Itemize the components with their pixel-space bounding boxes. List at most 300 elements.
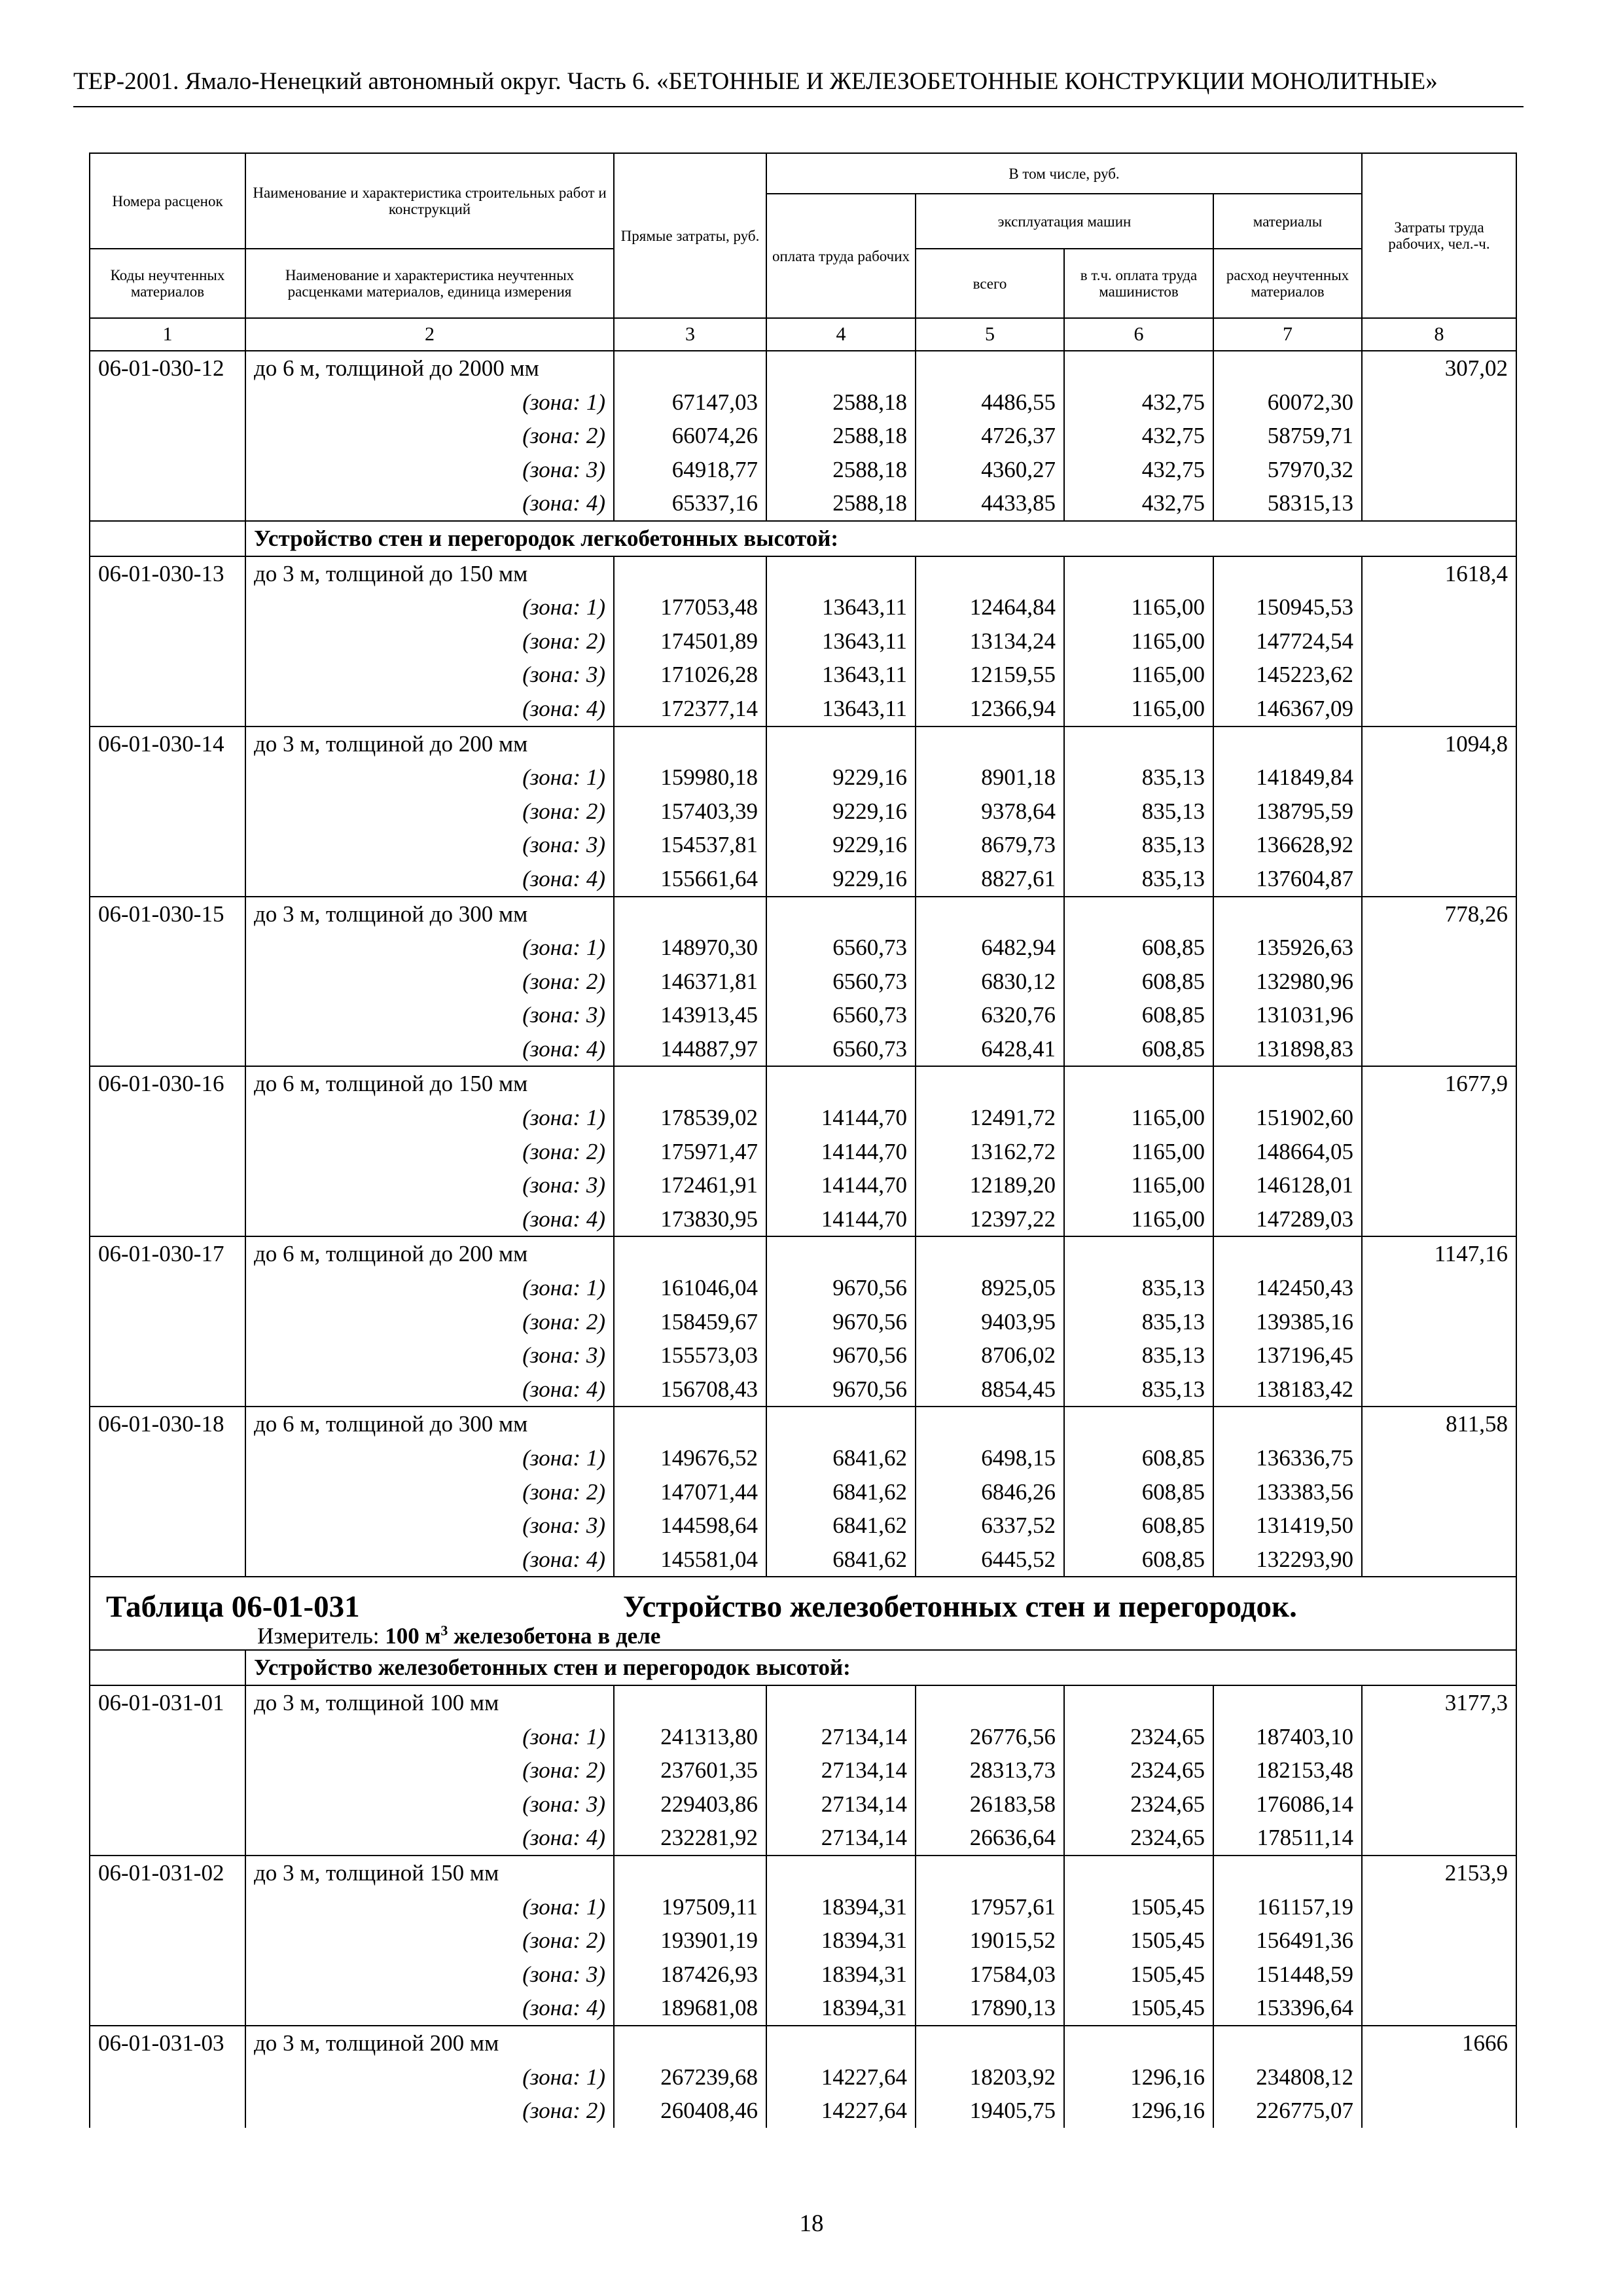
machines-total: 12491,72 bbox=[916, 1101, 1064, 1135]
direct-costs: 161046,04 bbox=[614, 1271, 766, 1305]
empty-cell bbox=[90, 1890, 245, 1924]
table-label: Таблица 06-01-031 bbox=[106, 1590, 360, 1624]
zone-row bbox=[90, 419, 1516, 453]
machines-total: 12189,20 bbox=[916, 1168, 1064, 1202]
zone-row bbox=[90, 658, 1516, 692]
rate-name: до 3 м, толщиной 100 мм bbox=[245, 1685, 614, 1720]
empty-cell bbox=[1064, 1407, 1213, 1441]
machines-total: 6482,94 bbox=[916, 931, 1064, 965]
machines-labor-pay: 835,13 bbox=[1064, 795, 1213, 829]
labor-pay: 14144,70 bbox=[766, 1135, 916, 1169]
materials: 137196,45 bbox=[1213, 1338, 1362, 1372]
empty-cell bbox=[1362, 453, 1516, 487]
zone-label: (зона: 2) bbox=[245, 1924, 614, 1958]
direct-costs: 237601,35 bbox=[614, 1753, 766, 1787]
direct-costs: 144598,64 bbox=[614, 1509, 766, 1543]
page-header: ТЕР-2001. Ямало-Ненецкий автономный округ. Часть 6. «БЕТОННЫЕ И ЖЕЛЕЗОБЕТОННЫЕ КОНСТРУКЦИИ МОНОЛИТНЫЕ» bbox=[73, 65, 1524, 107]
machines-labor-pay: 1165,00 bbox=[1064, 658, 1213, 692]
empty-cell bbox=[1064, 1856, 1213, 1890]
direct-costs: 197509,11 bbox=[614, 1890, 766, 1924]
empty-cell bbox=[90, 419, 245, 453]
empty-cell bbox=[90, 1441, 245, 1475]
labor-pay: 27134,14 bbox=[766, 1753, 916, 1787]
materials: 146367,09 bbox=[1213, 692, 1362, 726]
materials: 139385,16 bbox=[1213, 1305, 1362, 1339]
empty-cell bbox=[90, 1101, 245, 1135]
machines-total: 28313,73 bbox=[916, 1753, 1064, 1787]
empty-cell bbox=[614, 556, 766, 591]
empty-cell bbox=[90, 1032, 245, 1067]
empty-cell bbox=[90, 1991, 245, 2026]
empty-cell bbox=[614, 2026, 766, 2060]
machines-total: 17584,03 bbox=[916, 1958, 1064, 1992]
rate-code: 06-01-031-01 bbox=[90, 1685, 245, 1720]
machines-total: 4433,85 bbox=[916, 486, 1064, 521]
rate-row bbox=[90, 1236, 1516, 1271]
machines-total: 12366,94 bbox=[916, 692, 1064, 726]
empty-cell bbox=[1064, 1236, 1213, 1271]
direct-costs: 187426,93 bbox=[614, 1958, 766, 1992]
rate-row bbox=[90, 1685, 1516, 1720]
empty-cell bbox=[766, 556, 916, 591]
direct-costs: 156708,43 bbox=[614, 1372, 766, 1407]
column-number: 1 bbox=[90, 318, 245, 351]
empty-cell bbox=[916, 897, 1064, 931]
direct-costs: 171026,28 bbox=[614, 658, 766, 692]
machines-labor-pay: 835,13 bbox=[1064, 1305, 1213, 1339]
machines-total: 8706,02 bbox=[916, 1338, 1064, 1372]
zone-label: (зона: 4) bbox=[245, 1202, 614, 1237]
materials: 176086,14 bbox=[1213, 1787, 1362, 1821]
section-title: Устройство стен и перегородок легкобетонных высотой: bbox=[245, 521, 1516, 556]
rate-row bbox=[90, 2026, 1516, 2060]
direct-costs: 149676,52 bbox=[614, 1441, 766, 1475]
materials: 151448,59 bbox=[1213, 1958, 1362, 1992]
zone-label: (зона: 2) bbox=[245, 1135, 614, 1169]
empty-cell bbox=[614, 1685, 766, 1720]
labor-pay: 14144,70 bbox=[766, 1101, 916, 1135]
empty-cell bbox=[90, 486, 245, 521]
rate-code: 06-01-030-15 bbox=[90, 897, 245, 931]
zone-row bbox=[90, 692, 1516, 726]
direct-costs: 172377,14 bbox=[614, 692, 766, 726]
rate-row bbox=[90, 726, 1516, 761]
header-machines-labor: в т.ч. оплата труда машинистов bbox=[1064, 249, 1213, 318]
labor-pay: 6560,73 bbox=[766, 931, 916, 965]
empty-cell bbox=[1213, 1856, 1362, 1890]
machines-total: 13134,24 bbox=[916, 624, 1064, 658]
empty-cell bbox=[766, 1407, 916, 1441]
rate-name: до 6 м, толщиной до 2000 мм bbox=[245, 351, 614, 386]
labor-pay: 9229,16 bbox=[766, 862, 916, 897]
zone-row bbox=[90, 1991, 1516, 2026]
zone-label: (зона: 4) bbox=[245, 1821, 614, 1856]
zone-label: (зона: 3) bbox=[245, 1509, 614, 1543]
rate-code: 06-01-030-17 bbox=[90, 1236, 245, 1271]
machines-total: 4726,37 bbox=[916, 419, 1064, 453]
empty-cell bbox=[614, 897, 766, 931]
zone-label: (зона: 2) bbox=[245, 965, 614, 999]
labor-pay: 9670,56 bbox=[766, 1305, 916, 1339]
direct-costs: 178539,02 bbox=[614, 1101, 766, 1135]
machines-labor-pay: 1165,00 bbox=[1064, 1168, 1213, 1202]
empty-cell bbox=[1362, 1101, 1516, 1135]
zone-row bbox=[90, 761, 1516, 795]
materials: 161157,19 bbox=[1213, 1890, 1362, 1924]
zone-label: (зона: 1) bbox=[245, 590, 614, 624]
machines-total: 6830,12 bbox=[916, 965, 1064, 999]
rate-name: до 3 м, толщиной до 150 мм bbox=[245, 556, 614, 591]
materials: 187403,10 bbox=[1213, 1720, 1362, 1754]
empty-cell bbox=[1362, 590, 1516, 624]
zone-label: (зона: 4) bbox=[245, 692, 614, 726]
empty-cell bbox=[916, 2026, 1064, 2060]
materials: 58759,71 bbox=[1213, 419, 1362, 453]
zone-row bbox=[90, 1338, 1516, 1372]
empty-cell bbox=[90, 1509, 245, 1543]
machines-total: 12397,22 bbox=[916, 1202, 1064, 1237]
materials: 156491,36 bbox=[1213, 1924, 1362, 1958]
empty-cell bbox=[1362, 1821, 1516, 1856]
machines-total: 4360,27 bbox=[916, 453, 1064, 487]
empty-cell bbox=[614, 1856, 766, 1890]
direct-costs: 157403,39 bbox=[614, 795, 766, 829]
direct-costs: 154537,81 bbox=[614, 828, 766, 862]
rate-code: 06-01-030-18 bbox=[90, 1407, 245, 1441]
zone-label: (зона: 3) bbox=[245, 1958, 614, 1992]
direct-costs: 174501,89 bbox=[614, 624, 766, 658]
empty-cell bbox=[90, 521, 245, 556]
section-row bbox=[90, 521, 1516, 556]
machines-labor-pay: 1165,00 bbox=[1064, 590, 1213, 624]
empty-cell bbox=[1362, 1441, 1516, 1475]
direct-costs: 232281,92 bbox=[614, 1821, 766, 1856]
empty-cell bbox=[1213, 726, 1362, 761]
zone-row bbox=[90, 1271, 1516, 1305]
empty-cell bbox=[90, 931, 245, 965]
zone-label: (зона: 4) bbox=[245, 1032, 614, 1067]
machines-total: 8925,05 bbox=[916, 1271, 1064, 1305]
direct-costs: 189681,08 bbox=[614, 1991, 766, 2026]
machines-labor-pay: 835,13 bbox=[1064, 1372, 1213, 1407]
machines-labor-pay: 2324,65 bbox=[1064, 1787, 1213, 1821]
direct-costs: 66074,26 bbox=[614, 419, 766, 453]
rate-name: до 3 м, толщиной до 300 мм bbox=[245, 897, 614, 931]
zone-row bbox=[90, 862, 1516, 897]
empty-cell bbox=[1213, 897, 1362, 931]
empty-cell bbox=[90, 453, 245, 487]
rate-code: 06-01-030-14 bbox=[90, 726, 245, 761]
header-machines-total: всего bbox=[916, 249, 1064, 318]
machines-labor-pay: 432,75 bbox=[1064, 486, 1213, 521]
zone-row bbox=[90, 1032, 1516, 1067]
labor-pay: 27134,14 bbox=[766, 1787, 916, 1821]
zone-label: (зона: 1) bbox=[245, 761, 614, 795]
empty-cell bbox=[1362, 1032, 1516, 1067]
machines-total: 8901,18 bbox=[916, 761, 1064, 795]
zone-row bbox=[90, 386, 1516, 420]
machines-total: 12159,55 bbox=[916, 658, 1064, 692]
labor-pay: 9670,56 bbox=[766, 1338, 916, 1372]
machines-labor-pay: 835,13 bbox=[1064, 828, 1213, 862]
empty-cell bbox=[1213, 1407, 1362, 1441]
materials: 148664,05 bbox=[1213, 1135, 1362, 1169]
empty-cell bbox=[1213, 1066, 1362, 1101]
machines-total: 6846,26 bbox=[916, 1475, 1064, 1509]
rate-code: 06-01-030-16 bbox=[90, 1066, 245, 1101]
empty-cell bbox=[90, 1168, 245, 1202]
empty-cell bbox=[1362, 1753, 1516, 1787]
machines-total: 19405,75 bbox=[916, 2094, 1064, 2128]
empty-cell bbox=[1362, 1787, 1516, 1821]
measure-value: 100 м bbox=[385, 1623, 441, 1649]
machines-labor-pay: 1296,16 bbox=[1064, 2060, 1213, 2094]
direct-costs: 146371,81 bbox=[614, 965, 766, 999]
empty-cell bbox=[1362, 658, 1516, 692]
machines-total: 26636,64 bbox=[916, 1821, 1064, 1856]
labor-pay: 27134,14 bbox=[766, 1821, 916, 1856]
rate-code: 06-01-030-13 bbox=[90, 556, 245, 591]
materials: 147289,03 bbox=[1213, 1202, 1362, 1237]
direct-costs: 147071,44 bbox=[614, 1475, 766, 1509]
measure-unit bbox=[257, 1623, 660, 1649]
empty-cell bbox=[766, 897, 916, 931]
empty-cell bbox=[1362, 2060, 1516, 2094]
direct-costs: 145581,04 bbox=[614, 1543, 766, 1577]
empty-cell bbox=[1213, 351, 1362, 386]
rate-row bbox=[90, 897, 1516, 931]
empty-cell bbox=[1362, 2094, 1516, 2128]
column-number: 6 bbox=[1064, 318, 1213, 351]
machines-total: 6445,52 bbox=[916, 1543, 1064, 1577]
machines-total: 8854,45 bbox=[916, 1372, 1064, 1407]
direct-costs: 64918,77 bbox=[614, 453, 766, 487]
rate-row bbox=[90, 1407, 1516, 1441]
empty-cell bbox=[1362, 1271, 1516, 1305]
machines-labor-pay: 608,85 bbox=[1064, 1509, 1213, 1543]
column-number: 8 bbox=[1362, 318, 1516, 351]
empty-cell bbox=[90, 1753, 245, 1787]
rate-name: до 3 м, толщиной 200 мм bbox=[245, 2026, 614, 2060]
materials: 136628,92 bbox=[1213, 828, 1362, 862]
empty-cell bbox=[766, 2026, 916, 2060]
empty-cell bbox=[1362, 1338, 1516, 1372]
header-name-top: Наименование и характеристика строительных работ и конструкций bbox=[245, 153, 614, 249]
zone-row bbox=[90, 1924, 1516, 1958]
empty-cell bbox=[614, 1407, 766, 1441]
measure-exponent: 3 bbox=[440, 1622, 448, 1639]
machines-labor-pay: 2324,65 bbox=[1064, 1720, 1213, 1754]
labor-cost: 2153,9 bbox=[1362, 1856, 1516, 1890]
machines-total: 6320,76 bbox=[916, 998, 1064, 1032]
machines-labor-pay: 1165,00 bbox=[1064, 1202, 1213, 1237]
zone-row bbox=[90, 1509, 1516, 1543]
labor-cost: 1094,8 bbox=[1362, 726, 1516, 761]
zone-label: (зона: 1) bbox=[245, 2060, 614, 2094]
machines-total: 17957,61 bbox=[916, 1890, 1064, 1924]
zone-row bbox=[90, 1475, 1516, 1509]
zone-row bbox=[90, 453, 1516, 487]
direct-costs: 144887,97 bbox=[614, 1032, 766, 1067]
machines-labor-pay: 1505,45 bbox=[1064, 1924, 1213, 1958]
machines-total: 17890,13 bbox=[916, 1991, 1064, 2026]
labor-cost: 778,26 bbox=[1362, 897, 1516, 931]
empty-cell bbox=[1362, 1475, 1516, 1509]
zone-label: (зона: 2) bbox=[245, 1475, 614, 1509]
empty-cell bbox=[1362, 1543, 1516, 1577]
empty-cell bbox=[1362, 1958, 1516, 1992]
empty-cell bbox=[1362, 419, 1516, 453]
machines-total: 19015,52 bbox=[916, 1924, 1064, 1958]
empty-cell bbox=[1213, 1685, 1362, 1720]
empty-cell bbox=[916, 1066, 1064, 1101]
empty-cell bbox=[766, 1066, 916, 1101]
machines-labor-pay: 835,13 bbox=[1064, 862, 1213, 897]
materials: 178511,14 bbox=[1213, 1821, 1362, 1856]
empty-cell bbox=[1064, 351, 1213, 386]
labor-pay: 2588,18 bbox=[766, 419, 916, 453]
zone-row bbox=[90, 931, 1516, 965]
zone-row bbox=[90, 965, 1516, 999]
labor-pay: 2588,18 bbox=[766, 386, 916, 420]
table-header bbox=[90, 153, 1516, 351]
machines-total: 12464,84 bbox=[916, 590, 1064, 624]
labor-pay: 6560,73 bbox=[766, 998, 916, 1032]
machines-labor-pay: 2324,65 bbox=[1064, 1821, 1213, 1856]
empty-cell bbox=[90, 998, 245, 1032]
header-machines: эксплуатация машин bbox=[916, 194, 1213, 249]
materials: 146128,01 bbox=[1213, 1168, 1362, 1202]
zone-row bbox=[90, 1958, 1516, 1992]
labor-pay: 6841,62 bbox=[766, 1475, 916, 1509]
page-number: 18 bbox=[799, 2210, 824, 2237]
labor-pay: 9229,16 bbox=[766, 828, 916, 862]
zone-row bbox=[90, 1441, 1516, 1475]
machines-labor-pay: 608,85 bbox=[1064, 1441, 1213, 1475]
direct-costs: 155573,03 bbox=[614, 1338, 766, 1372]
zone-label: (зона: 3) bbox=[245, 828, 614, 862]
labor-pay: 9670,56 bbox=[766, 1271, 916, 1305]
empty-cell bbox=[916, 351, 1064, 386]
zone-label: (зона: 4) bbox=[245, 486, 614, 521]
direct-costs: 159980,18 bbox=[614, 761, 766, 795]
empty-cell bbox=[766, 726, 916, 761]
zone-label: (зона: 4) bbox=[245, 862, 614, 897]
machines-labor-pay: 608,85 bbox=[1064, 1032, 1213, 1067]
machines-labor-pay: 1505,45 bbox=[1064, 1890, 1213, 1924]
labor-pay: 13643,11 bbox=[766, 624, 916, 658]
machines-labor-pay: 1165,00 bbox=[1064, 692, 1213, 726]
direct-costs: 143913,45 bbox=[614, 998, 766, 1032]
empty-cell bbox=[766, 1856, 916, 1890]
column-number: 3 bbox=[614, 318, 766, 351]
header-code-bottom: Коды неучтенных материалов bbox=[90, 249, 245, 318]
rate-row bbox=[90, 556, 1516, 591]
labor-pay: 6841,62 bbox=[766, 1509, 916, 1543]
empty-cell bbox=[90, 2094, 245, 2128]
empty-cell bbox=[766, 1685, 916, 1720]
materials: 57970,32 bbox=[1213, 453, 1362, 487]
materials: 234808,12 bbox=[1213, 2060, 1362, 2094]
machines-labor-pay: 608,85 bbox=[1064, 1543, 1213, 1577]
empty-cell bbox=[90, 795, 245, 829]
empty-cell bbox=[614, 1236, 766, 1271]
machines-total: 9378,64 bbox=[916, 795, 1064, 829]
direct-costs: 177053,48 bbox=[614, 590, 766, 624]
machines-labor-pay: 432,75 bbox=[1064, 419, 1213, 453]
zone-label: (зона: 2) bbox=[245, 419, 614, 453]
labor-cost: 1677,9 bbox=[1362, 1066, 1516, 1101]
zone-row bbox=[90, 2060, 1516, 2094]
empty-cell bbox=[90, 1720, 245, 1754]
column-number: 2 bbox=[245, 318, 614, 351]
rate-code: 06-01-031-03 bbox=[90, 2026, 245, 2060]
empty-cell bbox=[614, 726, 766, 761]
header-labor-cost: Затраты труда рабочих, чел.-ч. bbox=[1362, 153, 1516, 318]
labor-pay: 18394,31 bbox=[766, 1991, 916, 2026]
machines-total: 9403,95 bbox=[916, 1305, 1064, 1339]
zone-row bbox=[90, 828, 1516, 862]
labor-pay: 14144,70 bbox=[766, 1202, 916, 1237]
machines-labor-pay: 1505,45 bbox=[1064, 1958, 1213, 1992]
labor-pay: 13643,11 bbox=[766, 692, 916, 726]
materials: 226775,07 bbox=[1213, 2094, 1362, 2128]
rate-name: до 6 м, толщиной до 150 мм bbox=[245, 1066, 614, 1101]
empty-cell bbox=[90, 862, 245, 897]
machines-total: 6498,15 bbox=[916, 1441, 1064, 1475]
labor-pay: 6560,73 bbox=[766, 1032, 916, 1067]
direct-costs: 67147,03 bbox=[614, 386, 766, 420]
rates-table bbox=[89, 152, 1517, 2128]
empty-cell bbox=[1362, 1372, 1516, 1407]
column-number: 7 bbox=[1213, 318, 1362, 351]
zone-label: (зона: 2) bbox=[245, 795, 614, 829]
zone-label: (зона: 1) bbox=[245, 1101, 614, 1135]
empty-cell bbox=[1362, 965, 1516, 999]
empty-cell bbox=[90, 590, 245, 624]
zone-row bbox=[90, 1821, 1516, 1856]
zone-label: (зона: 3) bbox=[245, 1787, 614, 1821]
zone-label: (зона: 4) bbox=[245, 1372, 614, 1407]
zone-label: (зона: 3) bbox=[245, 658, 614, 692]
direct-costs: 158459,67 bbox=[614, 1305, 766, 1339]
empty-cell bbox=[1362, 998, 1516, 1032]
empty-cell bbox=[90, 1271, 245, 1305]
materials: 133383,56 bbox=[1213, 1475, 1362, 1509]
empty-cell bbox=[90, 624, 245, 658]
zone-label: (зона: 1) bbox=[245, 386, 614, 420]
rate-code: 06-01-030-12 bbox=[90, 351, 245, 386]
empty-cell bbox=[90, 1135, 245, 1169]
measure-rest: железобетона в деле bbox=[448, 1623, 661, 1649]
labor-cost: 811,58 bbox=[1362, 1407, 1516, 1441]
direct-costs: 155661,64 bbox=[614, 862, 766, 897]
labor-pay: 13643,11 bbox=[766, 590, 916, 624]
empty-cell bbox=[766, 1236, 916, 1271]
empty-cell bbox=[1064, 897, 1213, 931]
empty-cell bbox=[1362, 692, 1516, 726]
table-title-row bbox=[90, 1577, 1516, 1650]
empty-cell bbox=[90, 1650, 245, 1685]
labor-pay: 27134,14 bbox=[766, 1720, 916, 1754]
zone-row bbox=[90, 2094, 1516, 2128]
empty-cell bbox=[916, 556, 1064, 591]
materials: 147724,54 bbox=[1213, 624, 1362, 658]
empty-cell bbox=[1362, 931, 1516, 965]
machines-total: 26183,58 bbox=[916, 1787, 1064, 1821]
empty-cell bbox=[1362, 862, 1516, 897]
zone-row bbox=[90, 486, 1516, 521]
